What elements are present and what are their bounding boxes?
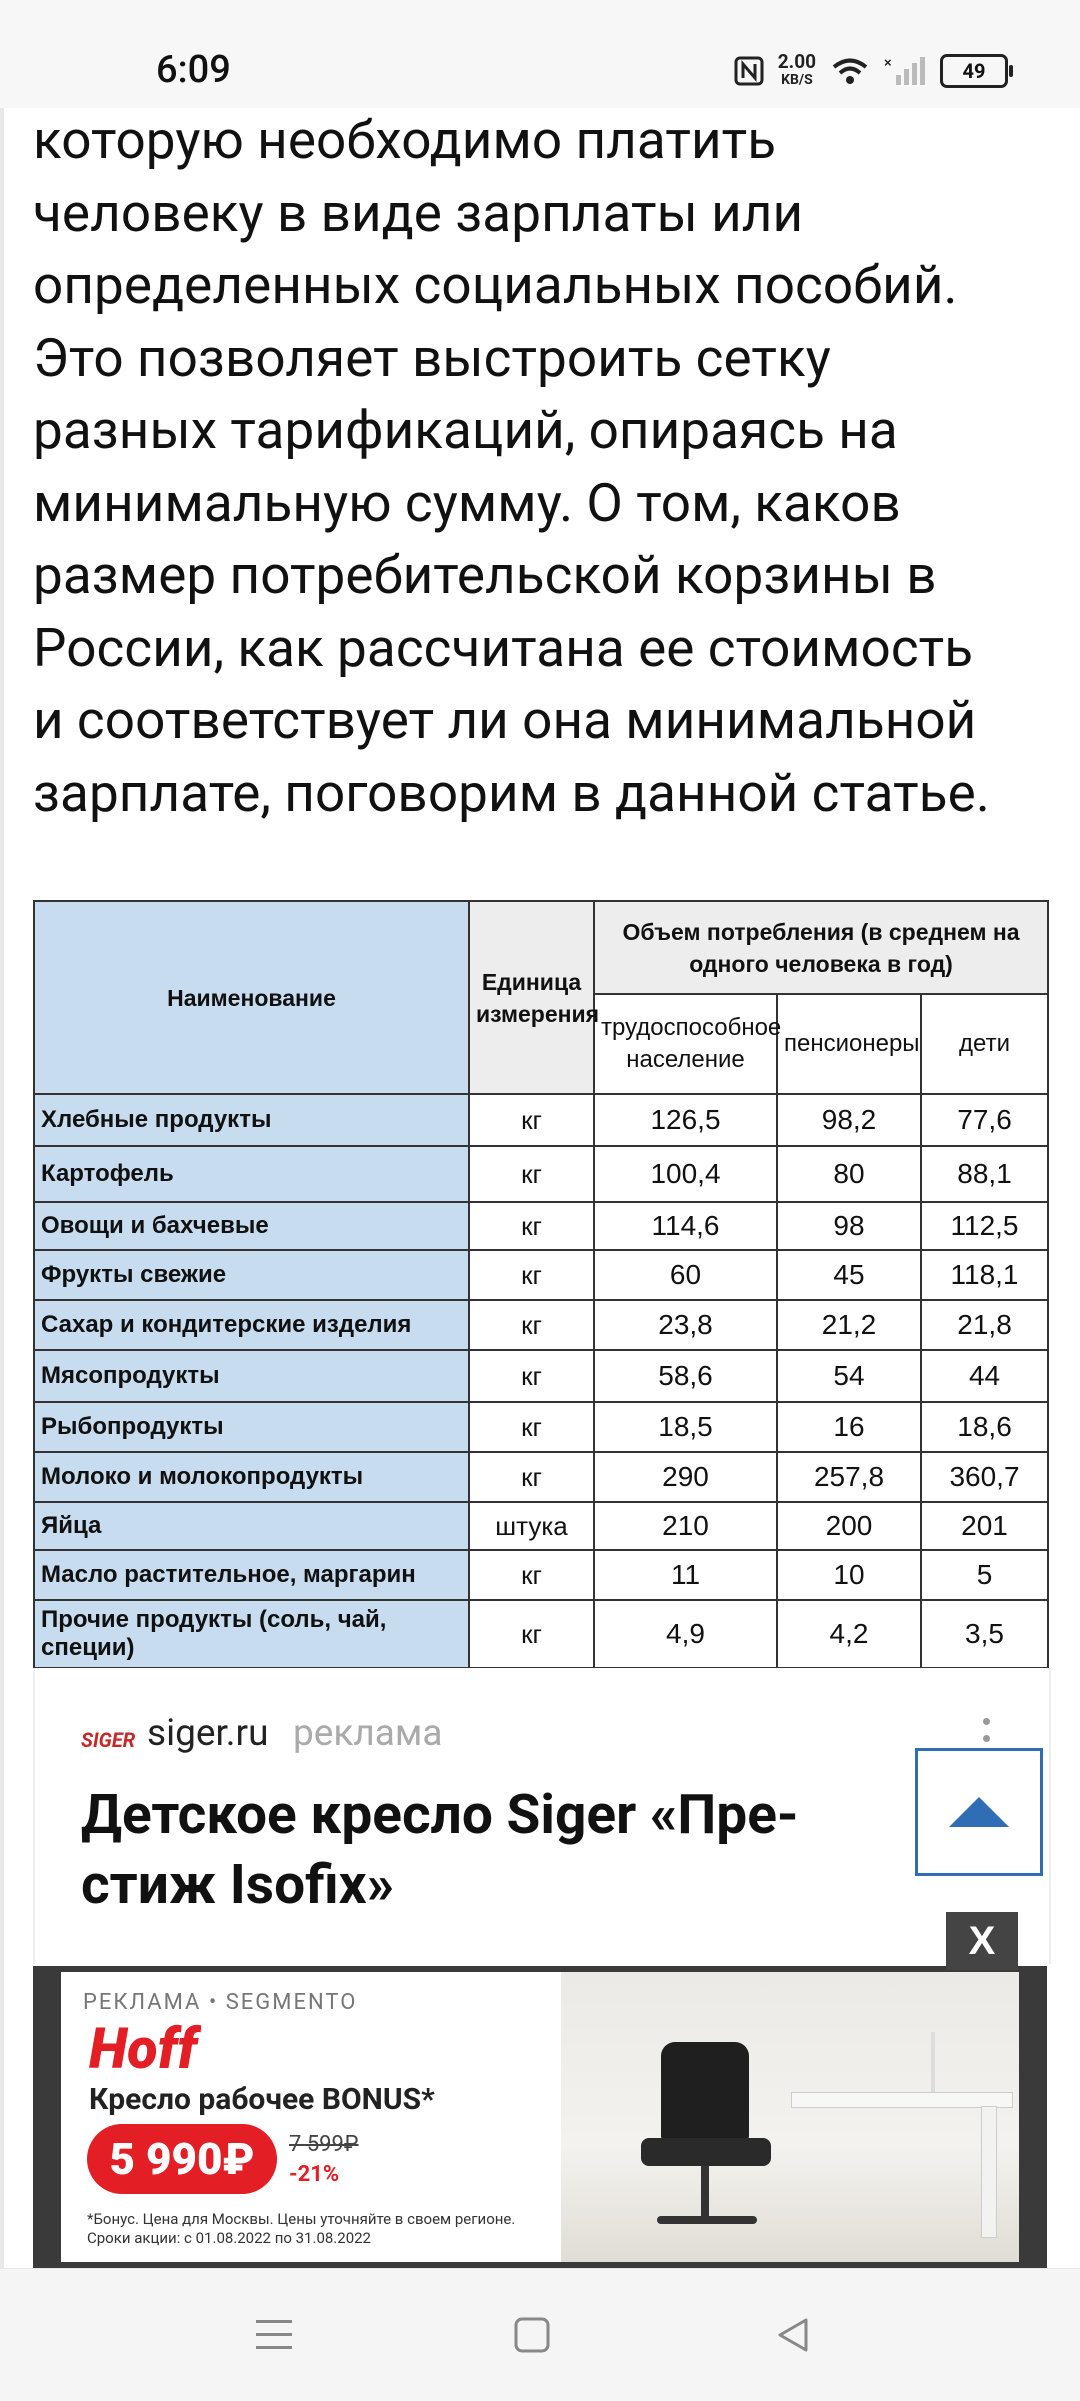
system-nav-bar xyxy=(0,2268,1080,2401)
row-name: Масло растительное, маргарин xyxy=(34,1550,469,1600)
row-children: 77,6 xyxy=(921,1094,1048,1146)
row-name: Молоко и молокопродукты xyxy=(34,1452,469,1502)
table-row xyxy=(34,1452,1048,1502)
battery-icon xyxy=(940,54,1008,88)
row-unit: кг xyxy=(469,1550,594,1600)
row-children: 88,1 xyxy=(921,1146,1048,1202)
row-children: 5 xyxy=(921,1550,1048,1600)
row-unit: кг xyxy=(469,1146,594,1202)
row-pensioners: 45 xyxy=(777,1250,921,1300)
row-name: Рыбопродукты xyxy=(34,1402,469,1452)
row-name: Мясопродукты xyxy=(34,1350,469,1402)
row-name: Картофель xyxy=(34,1146,469,1202)
ad-tag: реклама xyxy=(293,1712,443,1755)
row-children: 21,8 xyxy=(921,1300,1048,1350)
consumption-table xyxy=(33,900,1047,1669)
article-line: России, как рассчитана ее стоимость xyxy=(33,616,974,679)
lamp-shape xyxy=(931,2032,965,2092)
row-pensioners: 80 xyxy=(777,1146,921,1202)
article-text xyxy=(33,104,1053,829)
row-unit: кг xyxy=(469,1452,594,1502)
row-unit: кг xyxy=(469,1202,594,1250)
article-line: которую необходимо платить xyxy=(33,109,777,171)
table-row xyxy=(34,1350,1048,1402)
row-workers: 60 xyxy=(594,1250,777,1300)
row-pensioners: 16 xyxy=(777,1402,921,1452)
row-pensioners: 54 xyxy=(777,1350,921,1402)
battery-level: 49 xyxy=(962,59,986,83)
product-name: Кресло рабочее BONUS* xyxy=(89,2082,435,2117)
status-icons xyxy=(734,52,1008,90)
row-children: 201 xyxy=(921,1502,1048,1550)
chair-seat-shape xyxy=(641,2138,771,2166)
old-price: 7 599₽ xyxy=(289,2132,359,2157)
header-unit: Единица измерения xyxy=(469,901,594,1094)
status-time: 6:09 xyxy=(156,48,231,92)
net-speed xyxy=(778,52,816,90)
row-unit: кг xyxy=(469,1300,594,1350)
row-unit: кг xyxy=(469,1094,594,1146)
table-row xyxy=(34,1300,1048,1350)
banner-ad-content[interactable] xyxy=(61,1972,1019,2262)
scroll-to-top-button[interactable] xyxy=(915,1748,1043,1876)
arrow-up-icon xyxy=(949,1797,1009,1827)
row-unit: кг xyxy=(469,1600,594,1668)
siger-logo: SIGER xyxy=(81,1728,136,1752)
table-row xyxy=(34,1550,1048,1600)
header-children: дети xyxy=(921,994,1048,1094)
back-button[interactable] xyxy=(768,2311,816,2359)
row-pensioners: 10 xyxy=(777,1550,921,1600)
banner-ad[interactable] xyxy=(33,1966,1047,2268)
header-workers: трудоспособное население xyxy=(594,994,777,1094)
row-children: 18,6 xyxy=(921,1402,1048,1452)
nfc-icon xyxy=(734,56,764,86)
discount: -21% xyxy=(289,2162,340,2187)
row-name: Хлебные продукты xyxy=(34,1094,469,1146)
signal-icon xyxy=(884,55,926,87)
ad-image xyxy=(561,1972,1019,2262)
row-name: Прочие продукты (соль, чай, специи) xyxy=(34,1600,469,1668)
status-bar xyxy=(0,0,1080,108)
chair-base-shape xyxy=(657,2216,757,2224)
row-children: 112,5 xyxy=(921,1202,1048,1250)
article-line: минимальную сумму. О том, каков xyxy=(33,471,901,534)
table-row xyxy=(34,1402,1048,1452)
row-workers: 126,5 xyxy=(594,1094,777,1146)
svg-text:×: × xyxy=(884,55,892,70)
article-line: Это позволяет выстроить сетку xyxy=(33,326,831,389)
row-pensioners: 98,2 xyxy=(777,1094,921,1146)
row-workers: 290 xyxy=(594,1452,777,1502)
ad-title[interactable]: Детское кресло Siger «Пре-стиж Isofix» xyxy=(81,1783,799,1917)
row-workers: 18,5 xyxy=(594,1402,777,1452)
article-line: зарплате, поговорим в данной статье. xyxy=(33,761,990,824)
row-children: 118,1 xyxy=(921,1250,1048,1300)
row-workers: 210 xyxy=(594,1502,777,1550)
row-children: 360,7 xyxy=(921,1452,1048,1502)
table-row xyxy=(34,1250,1048,1300)
siger-ad[interactable] xyxy=(33,1668,1051,1964)
article-line: и соответствует ли она минимальной xyxy=(33,689,977,751)
home-icon xyxy=(513,2316,551,2354)
row-workers: 11 xyxy=(594,1550,777,1600)
table-row xyxy=(34,1202,1048,1250)
price-badge: 5 990₽ xyxy=(87,2124,277,2194)
row-name: Фрукты свежие xyxy=(34,1250,469,1300)
header-name: Наименование xyxy=(34,901,469,1094)
ad-label: РЕКЛАМА • SEGMENTO xyxy=(83,1990,358,2015)
row-name: Яйца xyxy=(34,1502,469,1550)
ad-domain[interactable]: siger.ru xyxy=(147,1712,269,1755)
row-workers: 23,8 xyxy=(594,1300,777,1350)
row-name: Сахар и кондитерские изделия xyxy=(34,1300,469,1350)
article-line: человеку в виде зарплаты или xyxy=(33,181,804,244)
wifi-icon xyxy=(830,56,870,86)
header-group: Объем потребления (в среднем на одного человека в год) xyxy=(594,901,1048,994)
row-name: Овощи и бахчевые xyxy=(34,1202,469,1250)
article-line: разных тарификаций, опираясь на xyxy=(33,399,898,461)
row-unit: кг xyxy=(469,1402,594,1452)
table-row xyxy=(34,1502,1048,1550)
article-line: определенных социальных пособий. xyxy=(33,254,958,316)
chair-post-shape xyxy=(701,2166,709,2216)
row-unit: кг xyxy=(469,1350,594,1402)
desk-leg-shape xyxy=(981,2106,997,2238)
row-unit: штука xyxy=(469,1502,594,1550)
row-workers: 100,4 xyxy=(594,1146,777,1202)
table-body xyxy=(34,1094,1048,1668)
close-ad-button[interactable]: X xyxy=(946,1912,1018,1970)
back-icon xyxy=(774,2316,810,2354)
net-speed-value: 2.00 xyxy=(777,50,816,73)
row-children: 44 xyxy=(921,1350,1048,1402)
header-pensioners: пенсионеры xyxy=(777,994,921,1094)
brand-logo: Hoff xyxy=(89,2016,198,2082)
chair-shape xyxy=(661,2042,749,2142)
menu-icon xyxy=(254,2317,294,2353)
table-row xyxy=(34,1094,1048,1146)
page-edge xyxy=(0,108,4,2268)
table-row xyxy=(34,1600,1048,1668)
home-button[interactable] xyxy=(508,2311,556,2359)
row-unit: кг xyxy=(469,1250,594,1300)
row-pensioners: 4,2 xyxy=(777,1600,921,1668)
table-row xyxy=(34,1146,1048,1202)
row-workers: 114,6 xyxy=(594,1202,777,1250)
row-workers: 4,9 xyxy=(594,1600,777,1668)
row-pensioners: 257,8 xyxy=(777,1452,921,1502)
ad-disclaimer: *Бонус. Цена для Москвы. Цены уточняйте в своем регионе. Сроки акции: с 01.08.2022 по 31.08.2022 xyxy=(87,2210,516,2247)
desk-shape xyxy=(791,2092,1013,2108)
row-pensioners: 200 xyxy=(777,1502,921,1550)
row-pensioners: 21,2 xyxy=(777,1300,921,1350)
net-speed-unit: KB/S xyxy=(781,72,813,88)
row-children: 3,5 xyxy=(921,1600,1048,1668)
row-workers: 58,6 xyxy=(594,1350,777,1402)
article-line: размер потребительской корзины в xyxy=(33,544,937,606)
menu-button[interactable] xyxy=(250,2311,298,2359)
row-pensioners: 98 xyxy=(777,1202,921,1250)
